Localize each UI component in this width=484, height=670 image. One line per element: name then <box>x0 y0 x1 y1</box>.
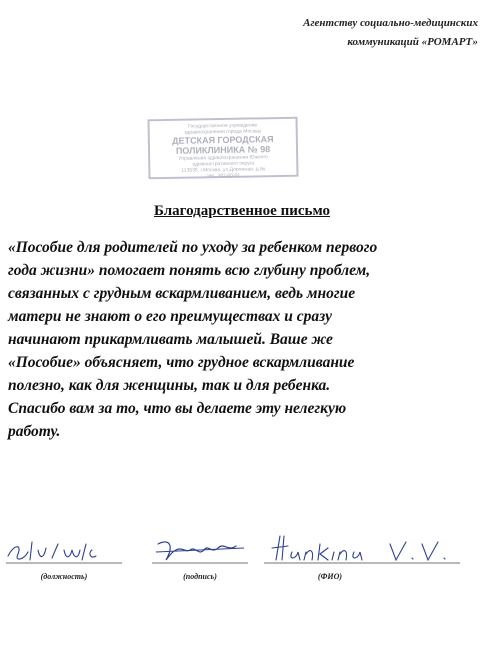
stamp-line: административного округа <box>192 160 255 168</box>
stamp-line: ДЕТСКАЯ ГОРОДСКАЯ <box>172 134 274 146</box>
signature-area <box>0 530 484 600</box>
name-handwriting <box>262 530 462 570</box>
body-line: года жизни» помогает понять всю глубину проблем, <box>8 262 371 279</box>
body-line: связанных с грудным вскармливанием, ведь многие <box>8 285 356 302</box>
signature-scribble <box>150 530 250 570</box>
stamp-line: здравоохранения города Москвы <box>184 128 262 136</box>
body-line: полезно, как для женщины, так и для ребенка. <box>8 377 331 394</box>
body-line: матери не знают о его преимуществах и сразу <box>8 308 332 325</box>
letter-body <box>8 236 478 443</box>
body-line: начинают прикармливать малышей. Ваше же <box>8 331 333 348</box>
body-line: Спасибо вам за то, что вы делаете эту нелегкую <box>8 400 347 417</box>
addressee-line: коммуникаций «РОМАРТ» <box>347 36 478 48</box>
signature-caption: (подпись) <box>183 572 217 581</box>
stamp-line: Управления здравоохранения Южного <box>178 154 269 162</box>
body-line: «Пособие для родителей по уходу за ребенком первого <box>8 239 378 256</box>
stamp-line: Государственное учреждение <box>188 122 258 130</box>
addressee-block <box>270 14 478 52</box>
body-line: работу. <box>8 423 61 440</box>
stamp-line: ПОЛИКЛИНИКА № 98 <box>175 144 271 156</box>
body-line: «Пособие» объясняет, что грудное вскармливание <box>8 354 355 371</box>
institution-stamp <box>147 117 298 180</box>
position-handwriting <box>4 530 124 570</box>
addressee-line: Агентству социально-медицинских <box>303 17 478 29</box>
letter-title: Благодарственное письмо <box>154 203 330 219</box>
name-caption: (ФИО) <box>317 572 343 581</box>
stamp-line: тел. 382-60-01 <box>206 172 241 180</box>
stamp-line: 113535, г.Москва, ул.Дорожная, д.№ <box>181 166 266 174</box>
position-caption: (должность) <box>40 572 88 581</box>
